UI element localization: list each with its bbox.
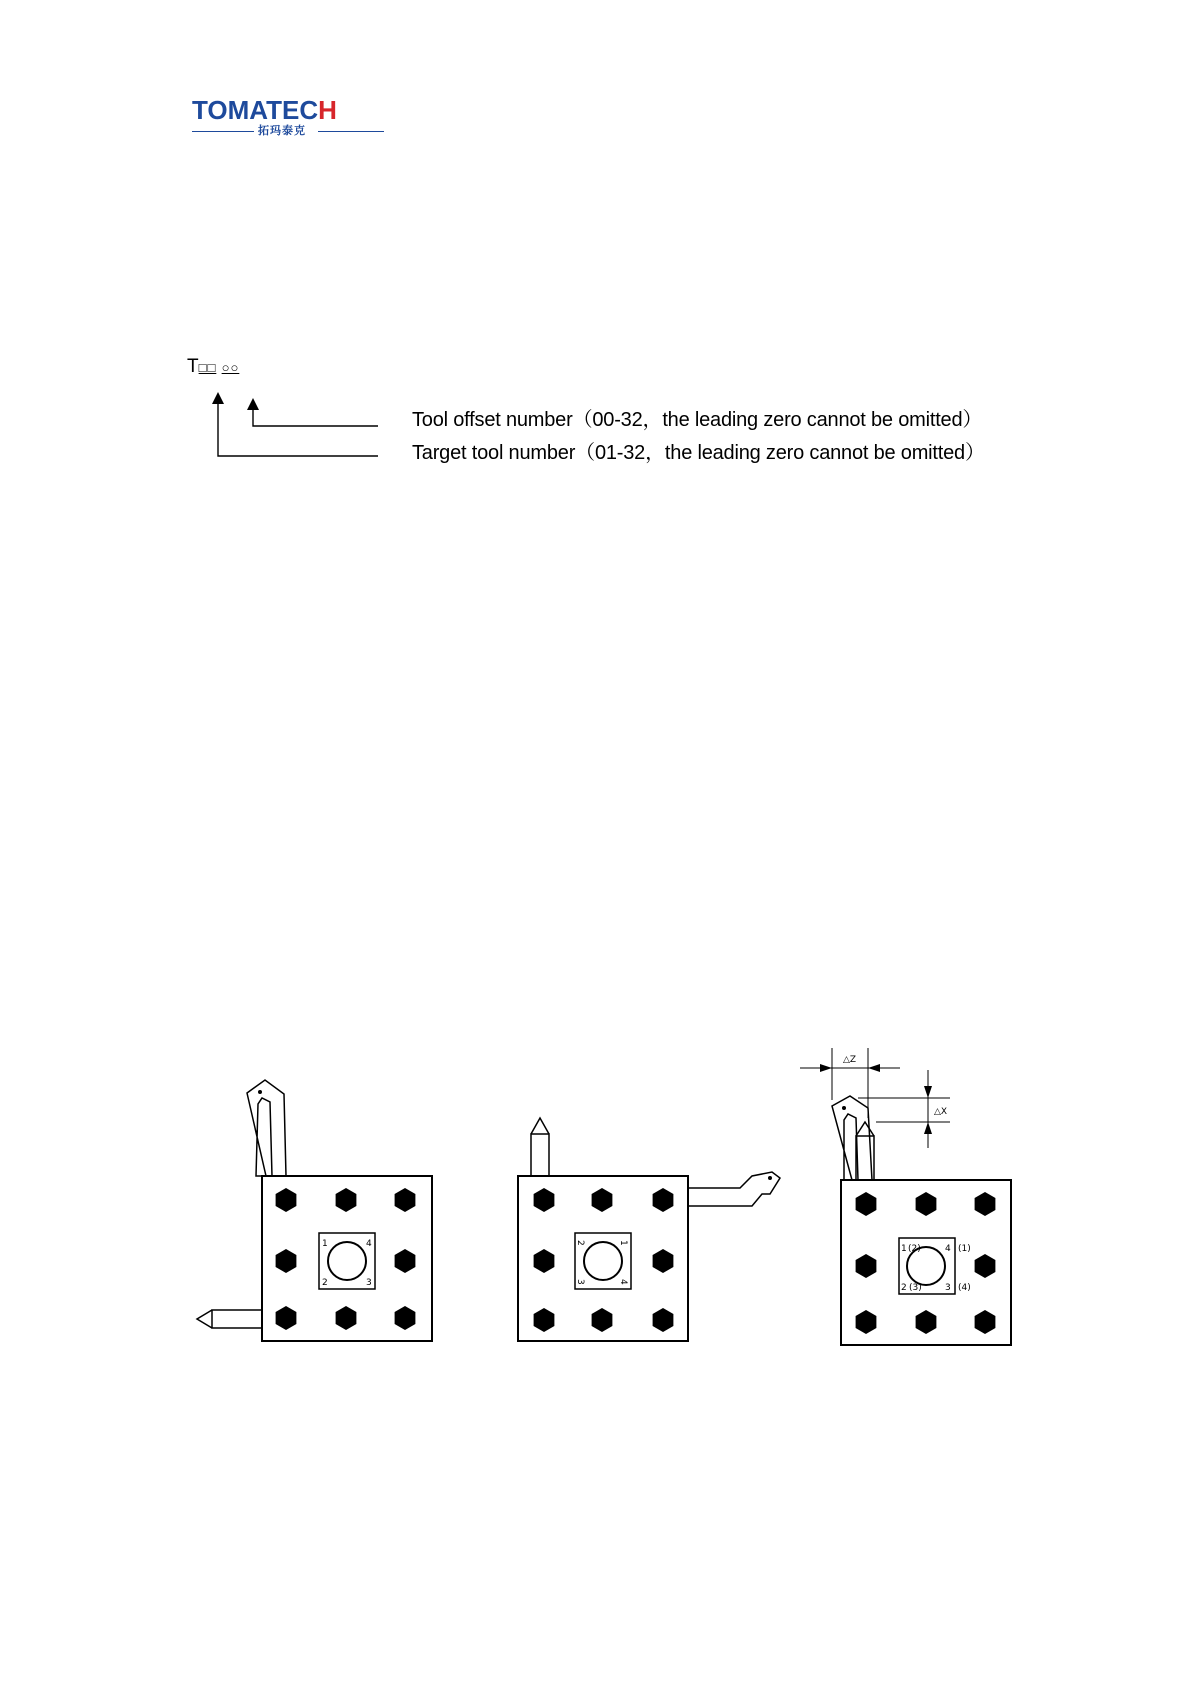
delta-x-arrow-bottom	[924, 1122, 932, 1134]
position-label: 3	[575, 1279, 585, 1285]
position-label: 4	[945, 1244, 951, 1254]
bolt-icon	[653, 1308, 674, 1332]
bolt-icon	[276, 1306, 297, 1330]
bolt-icon	[395, 1306, 416, 1330]
bolt-icon	[395, 1249, 416, 1273]
tcode-prefix: T	[187, 356, 199, 377]
turning-tool-tip-3	[856, 1122, 874, 1136]
delta-z-arrow-left	[820, 1064, 832, 1072]
logo-subtitle: 拓玛泰克	[258, 124, 306, 137]
target-description: Target tool number（01-32，the leading zero cannot be omitted）	[412, 442, 985, 464]
bolt-icon	[534, 1188, 555, 1212]
position-label: 2	[322, 1278, 328, 1288]
bolt-icon	[975, 1192, 996, 1216]
position-label: 2	[575, 1240, 585, 1246]
turret-figure-1	[197, 1080, 432, 1341]
offset-number-placeholder: ○○	[221, 360, 240, 375]
delta-z-arrow-right	[868, 1064, 880, 1072]
position-label: (2)	[908, 1244, 921, 1254]
offset-description: Tool offset number（00-32，the leading zero cannot be omitted）	[412, 409, 983, 431]
bolt-icon	[653, 1188, 674, 1212]
position-label: 1	[618, 1240, 628, 1246]
bolt-icon	[534, 1308, 555, 1332]
boring-tool-2	[688, 1172, 780, 1206]
turning-tool-tip-2	[531, 1118, 549, 1134]
position-label: 4	[366, 1239, 372, 1249]
position-label: (1)	[958, 1244, 971, 1254]
position-label: 1	[901, 1244, 907, 1254]
bolt-icon	[856, 1310, 877, 1334]
position-label: 4	[618, 1279, 628, 1285]
tool-insert-2	[768, 1176, 772, 1180]
turning-tool-2	[531, 1134, 549, 1176]
tool-insert-1	[258, 1090, 262, 1094]
bolt-icon	[276, 1188, 297, 1212]
bolt-icon	[856, 1254, 877, 1278]
tool-number-placeholder: □□	[198, 360, 217, 375]
bolt-icon	[916, 1192, 937, 1216]
bolt-icon	[592, 1188, 613, 1212]
bolt-icon	[395, 1188, 416, 1212]
delta-x-label: △X	[934, 1107, 948, 1117]
bolt-icon	[276, 1249, 297, 1273]
boring-tool-3	[832, 1096, 872, 1180]
turret-center-circle-1	[328, 1242, 366, 1280]
position-label: (4)	[958, 1283, 971, 1293]
turning-tool-tip-1	[197, 1310, 212, 1328]
delta-x-arrow-top	[924, 1086, 932, 1098]
bolt-icon	[975, 1254, 996, 1278]
position-label: 2	[901, 1283, 907, 1293]
position-label: 3	[945, 1283, 951, 1293]
delta-z-label: △Z	[843, 1055, 857, 1065]
boring-tool-1	[247, 1080, 286, 1176]
position-label: 1	[322, 1239, 328, 1249]
turret-figure-2	[518, 1118, 780, 1341]
bolt-icon	[975, 1310, 996, 1334]
position-label: 3	[366, 1278, 372, 1288]
bolt-icon	[592, 1308, 613, 1332]
turret-figure-3	[800, 1048, 1011, 1345]
bolt-icon	[336, 1306, 357, 1330]
bolt-icon	[653, 1249, 674, 1273]
bolt-icon	[916, 1310, 937, 1334]
logo-wordmark: TOMATECH	[192, 95, 337, 125]
turret-center-circle-2	[584, 1242, 622, 1280]
turning-tool-1	[212, 1310, 262, 1328]
tool-insert-3	[842, 1106, 846, 1110]
bolt-icon	[856, 1192, 877, 1216]
bolt-icon	[336, 1188, 357, 1212]
bolt-icon	[534, 1249, 555, 1273]
position-label: (3)	[909, 1283, 922, 1293]
